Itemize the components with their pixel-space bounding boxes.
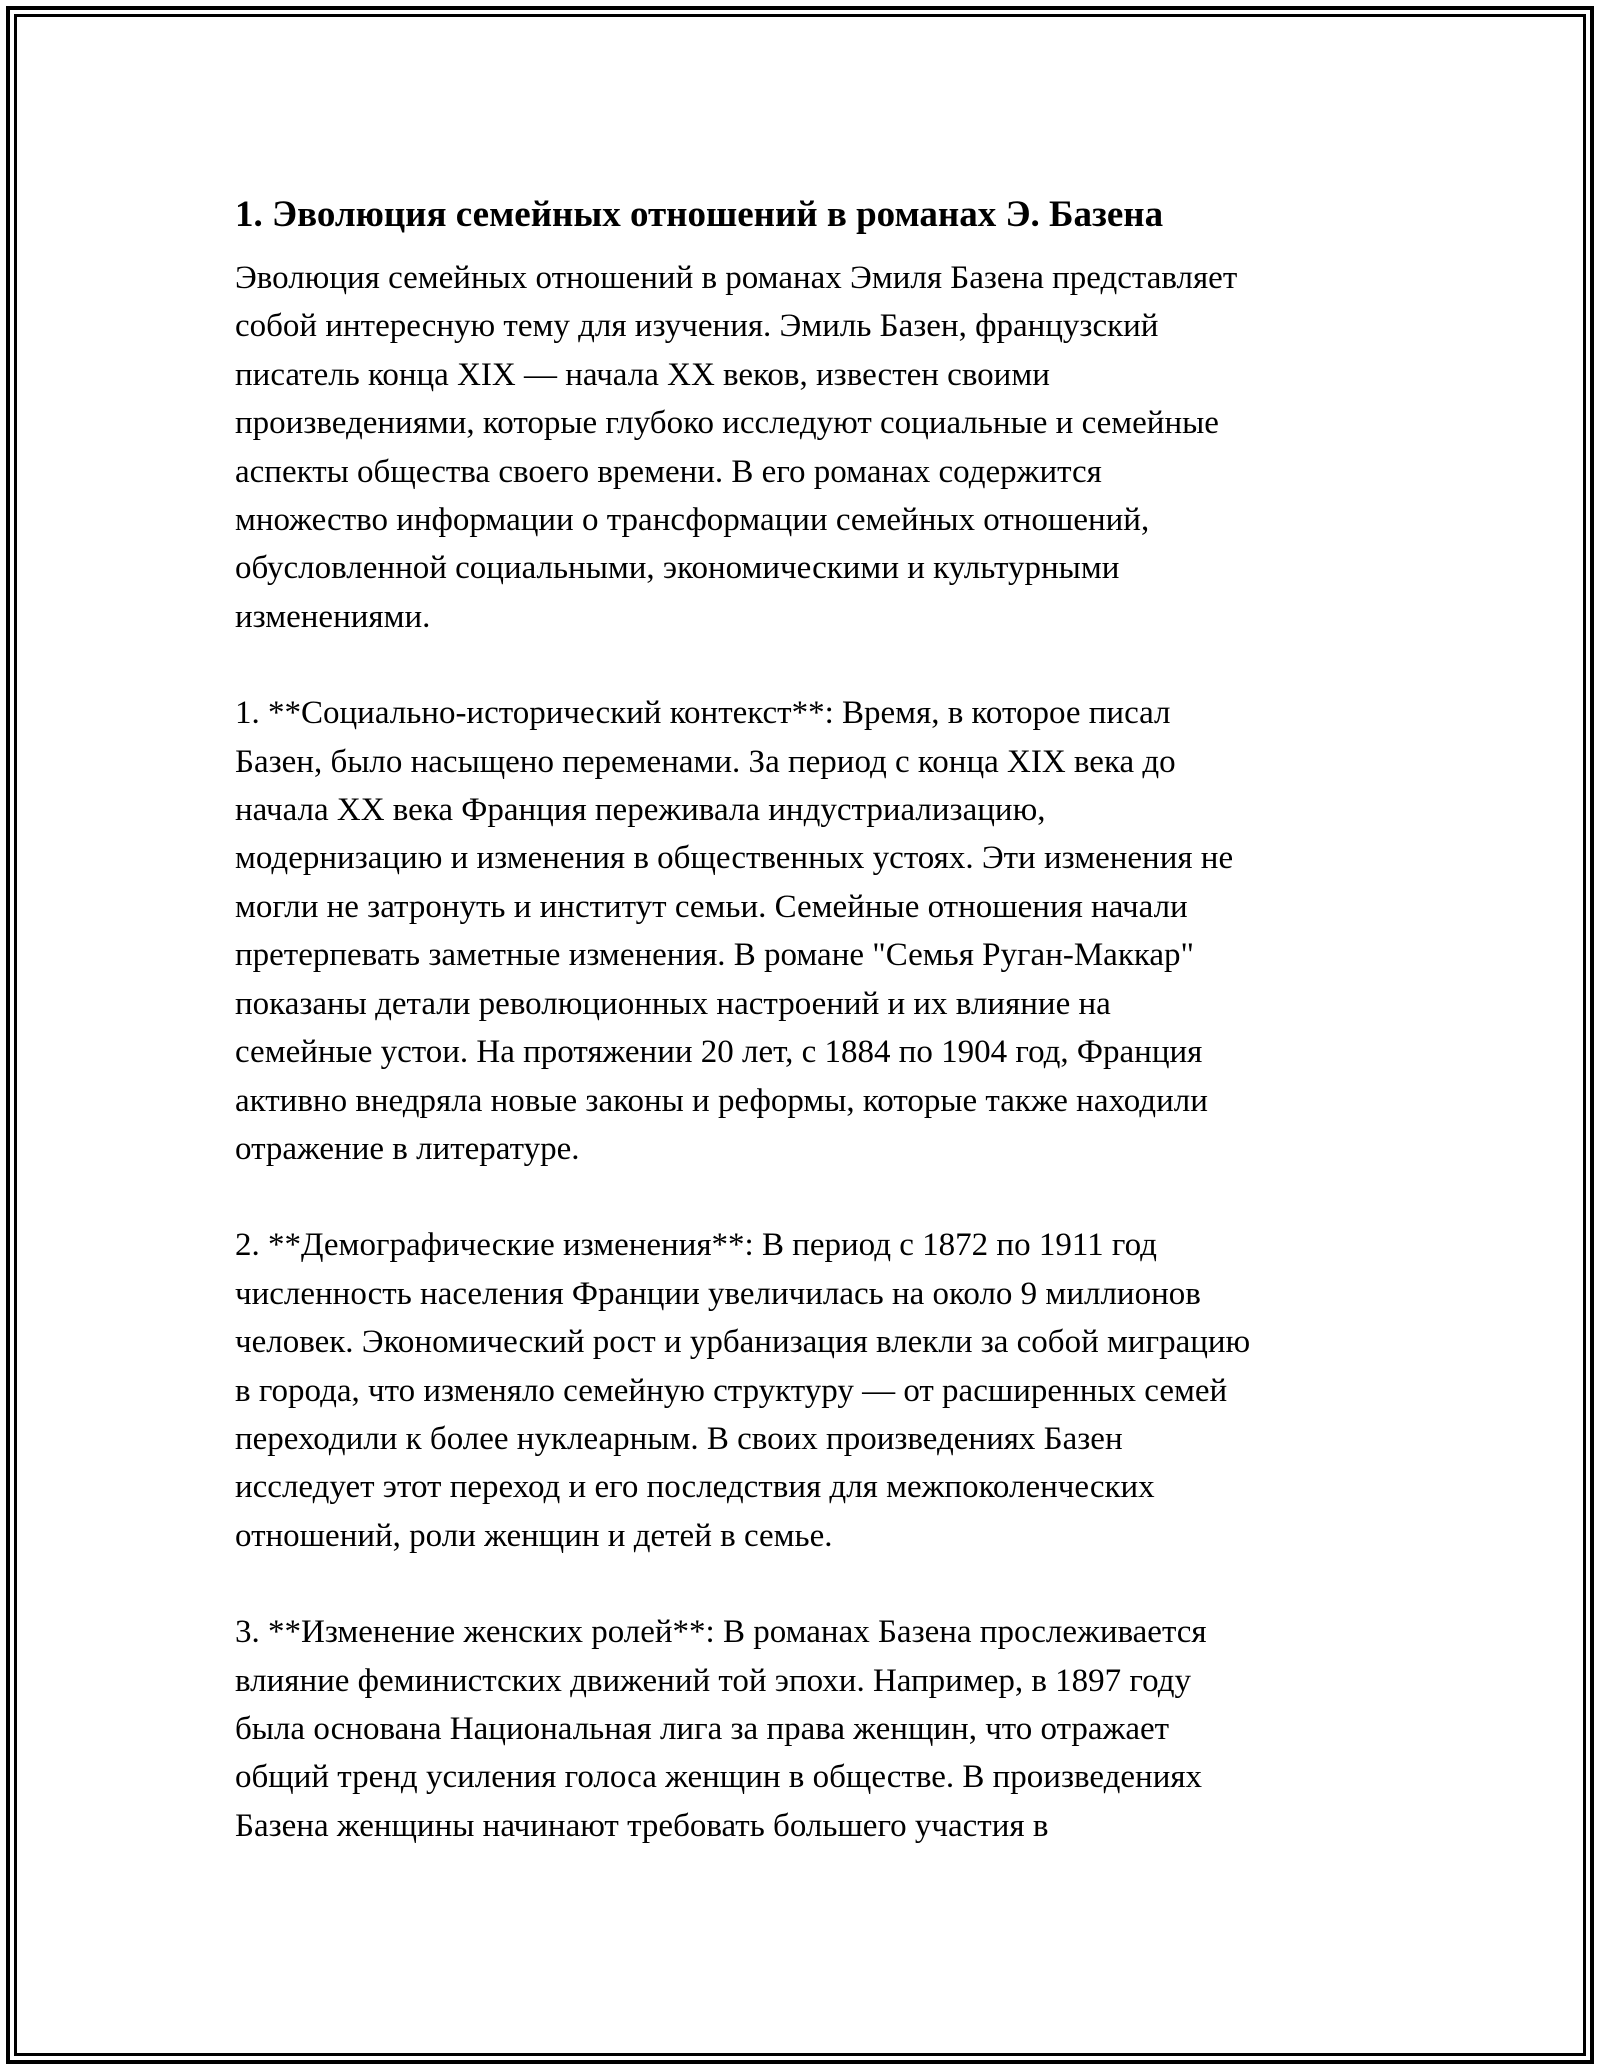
text-line: собой интересную тему для изучения. Эмиль Базен, французский	[235, 308, 1159, 345]
text-line: изменениями.	[235, 598, 431, 635]
text-line: Базен, было насыщено переменами. За период с конца XIX века до	[235, 743, 1176, 780]
text-line: Базена женщины начинают требовать большего участия в	[235, 1807, 1049, 1844]
text-line: 1. **Социально-исторический контекст**: Время, в которое писал	[235, 695, 1171, 732]
text-line: модернизацию и изменения в общественных устоях. Эти изменения не	[235, 840, 1234, 877]
text-line: активно внедряла новые законы и реформы, которые также находили	[235, 1082, 1208, 1119]
section-demographic-changes	[235, 1221, 1375, 1560]
text-line: множество информации о трансформации семейных отношений,	[235, 502, 1150, 539]
text-line: показаны детали революционных настроений и их влияние на	[235, 985, 1111, 1022]
text-line: отношений, роли женщин и детей в семье.	[235, 1517, 833, 1554]
text-line: претерпевать заметные изменения. В романе "Семья Руган-Маккар"	[235, 937, 1195, 974]
intro-paragraph	[235, 254, 1375, 641]
section-women-roles	[235, 1608, 1375, 1850]
text-line: писатель конца XIX — начала XX веков, известен своими	[235, 356, 1050, 393]
text-line: семейные устои. На протяжении 20 лет, с 1884 по 1904 год, Франция	[235, 1034, 1203, 1071]
text-line: могли не затронуть и институт семьи. Семейные отношения начали	[235, 888, 1188, 925]
text-line: обусловленной социальными, экономическими и культурными	[235, 550, 1120, 587]
text-line: исследует этот переход и его последствия для межпоколенческих	[235, 1469, 1155, 1506]
text-line: 2. **Демографические изменения**: В период с 1872 по 1911 год	[235, 1227, 1157, 1264]
document-body	[235, 190, 1375, 1850]
text-line: аспекты общества своего времени. В его романах содержится	[235, 453, 1102, 490]
text-line: человек. Экономический рост и урбанизация влекли за собой миграцию	[235, 1324, 1251, 1361]
text-line: начала XX века Франция переживала индустриализацию,	[235, 792, 1046, 829]
text-line: отражение в литературе.	[235, 1130, 580, 1167]
section-social-historical-context	[235, 689, 1375, 1173]
text-line: 3. **Изменение женских ролей**: В романах Базена прослеживается	[235, 1614, 1207, 1651]
text-line: переходили к более нуклеарным. В своих произведениях Базен	[235, 1420, 1123, 1457]
text-line: произведениями, которые глубоко исследуют социальные и семейные	[235, 405, 1219, 442]
text-line: в города, что изменяло семейную структуру — от расширенных семей	[235, 1372, 1228, 1409]
text-line: Эволюция семейных отношений в романах Эмиля Базена представляет	[235, 260, 1238, 296]
text-line: численность населения Франции увеличилась на около 9 миллионов	[235, 1275, 1201, 1312]
document-title: 1. Эволюция семейных отношений в романах Э. Базена	[235, 194, 1164, 235]
text-line: общий тренд усиления голоса женщин в обществе. В произведениях	[235, 1759, 1203, 1796]
text-line: была основана Национальная лига за права женщин, что отражает	[235, 1710, 1170, 1747]
text-line: влияние феминистских движений той эпохи. Например, в 1897 году	[235, 1662, 1191, 1699]
